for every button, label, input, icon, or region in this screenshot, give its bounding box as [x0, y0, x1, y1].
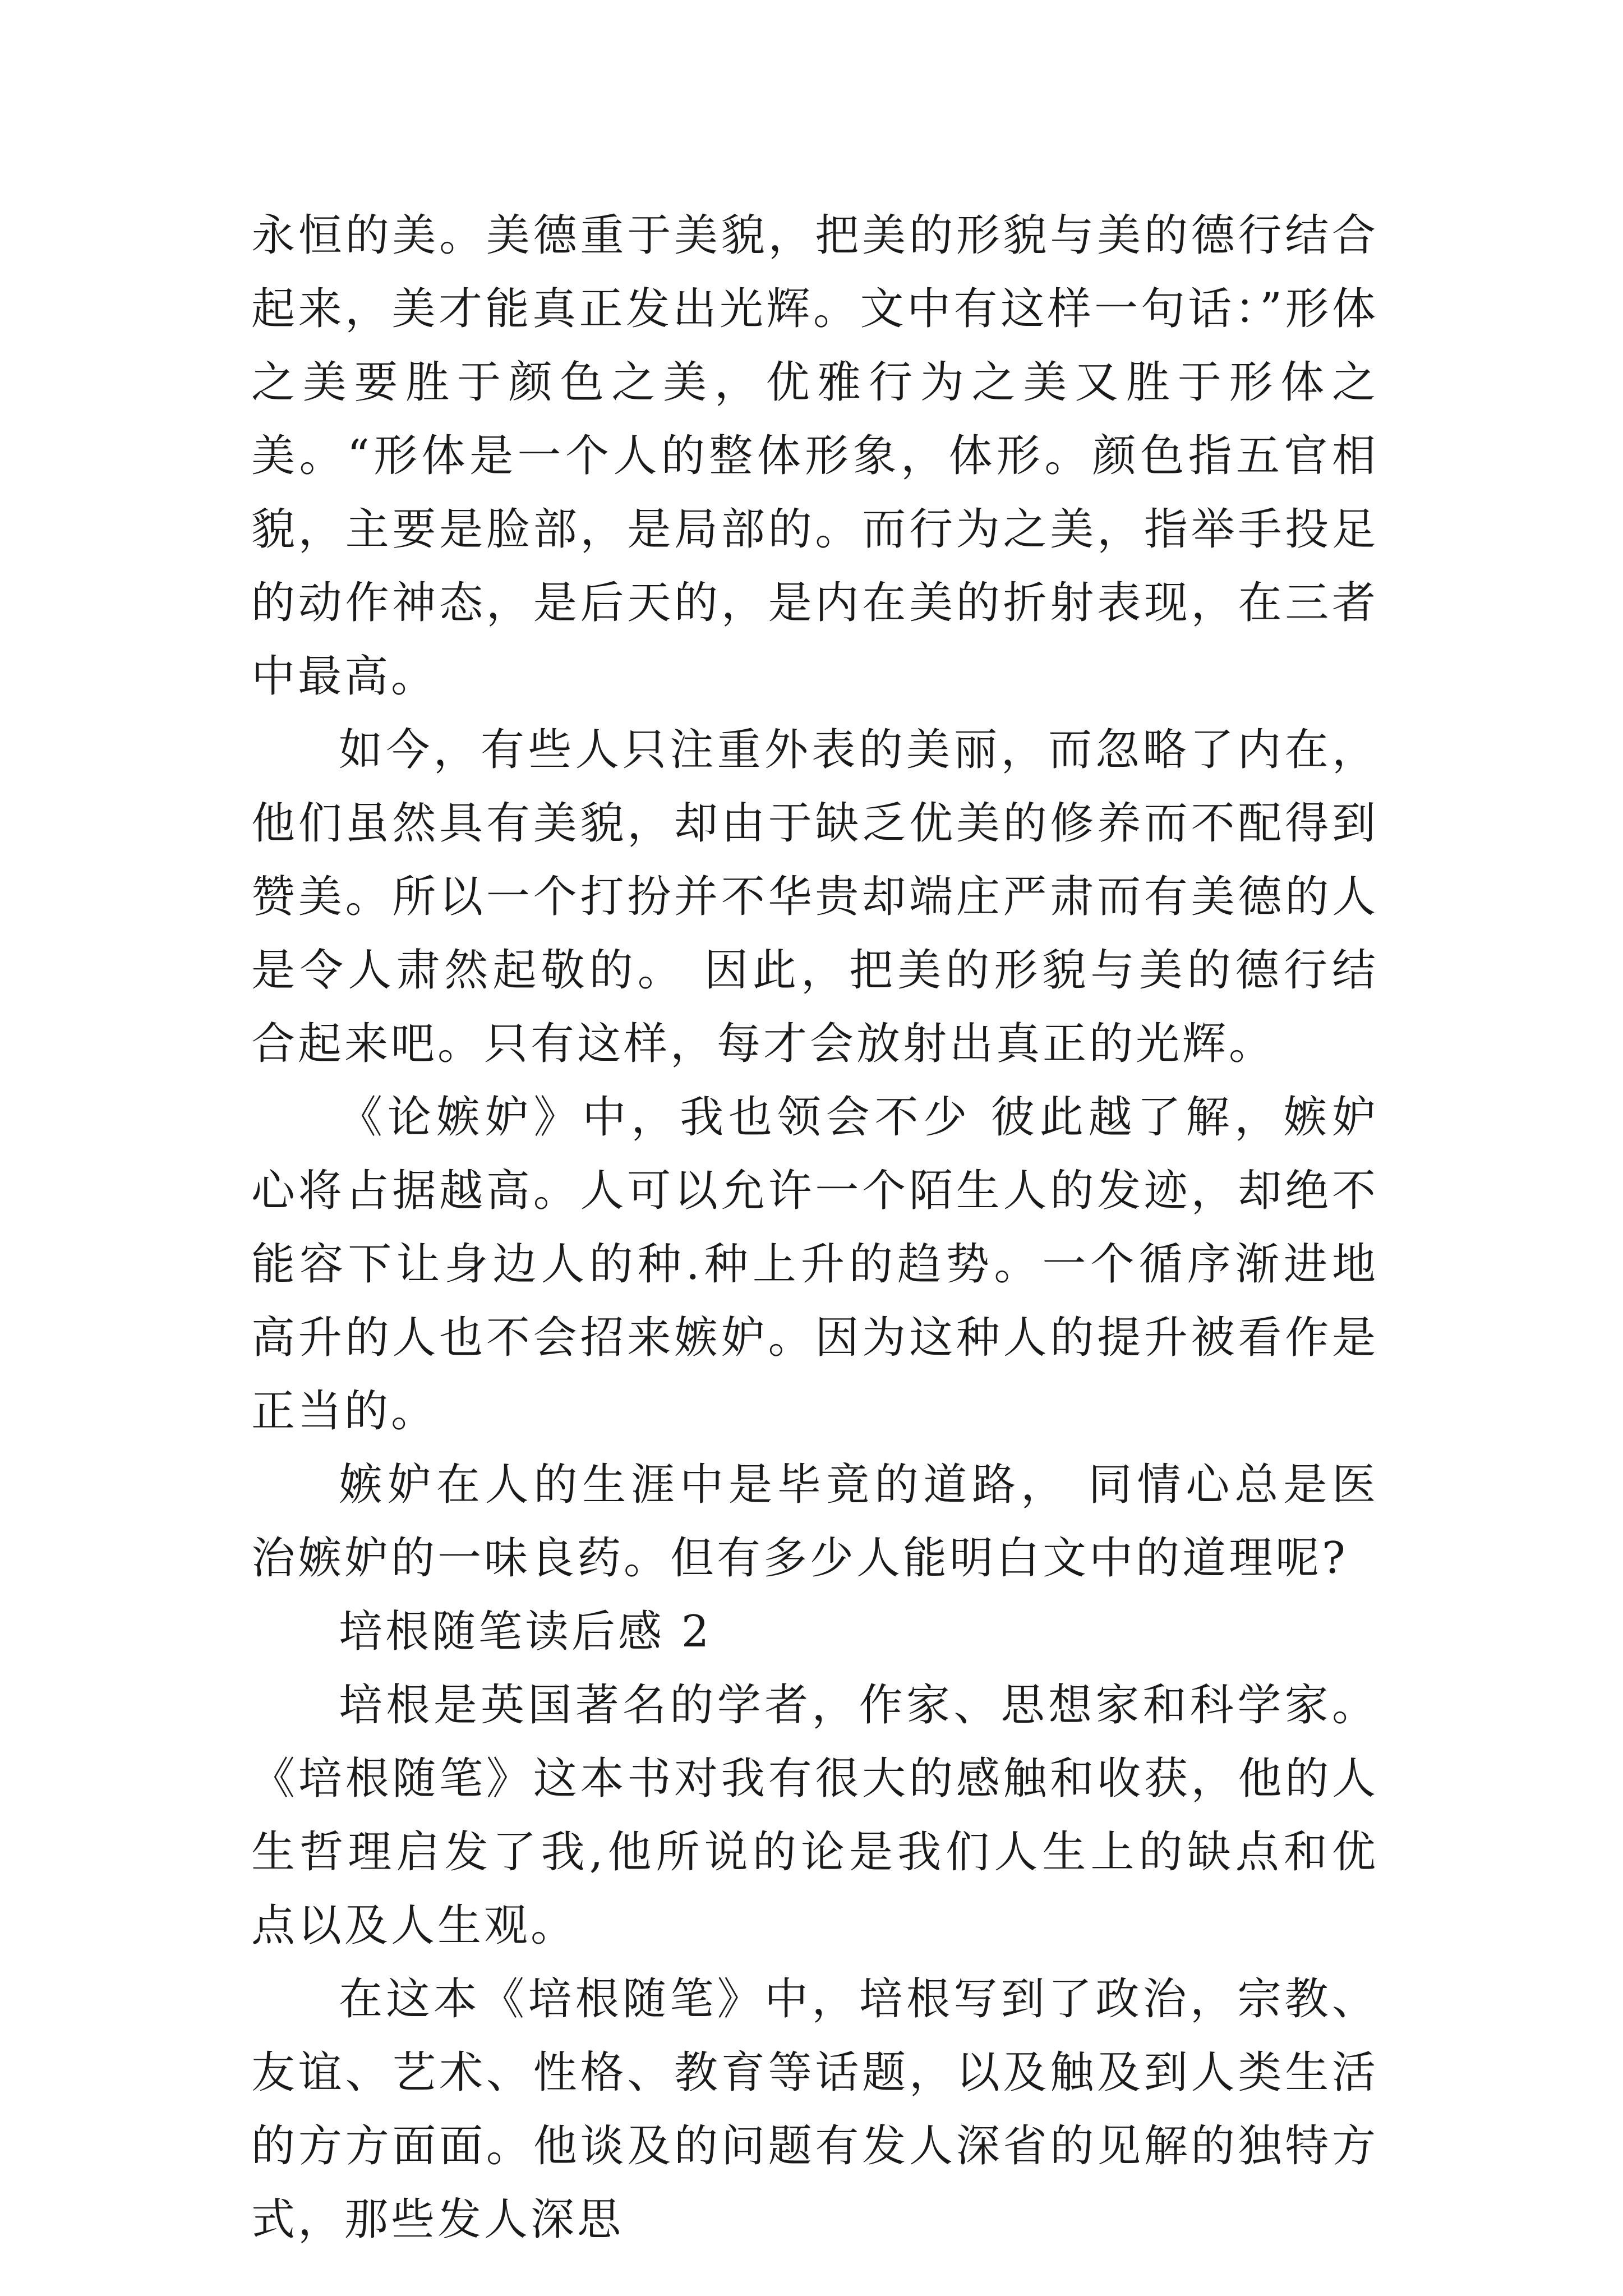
- section-heading: 培根随笔读后感 2: [339, 1607, 712, 1657]
- paragraph-bacon-intro: 培根是英国著名的学者，作家、思想家和科学家。《培根随笔》这本书对我有很大的感触和收获，他的人生哲理启发了我,他所说的论是我们人生上的缺点和优点以及人生观。: [251, 1680, 1378, 1951]
- paragraph-beauty-virtue: 永恒的美。美德重于美貌，把美的形貌与美的德行结合起来，美才能真正发出光辉。文中有这样一句话：”形体之美要胜于颜色之美，优雅行为之美又胜于形体之美。“形体是一个人的整体形象，体形。颜色指五官相貌，主要是脸部，是局部的。而行为之美，指举手投足的动作神态，是后天的，是内在美的折射表现，在三者中最高。: [251, 210, 1378, 702]
- paragraph-on-envy: 《论嫉妒》中，我也领会不少 彼此越了解，嫉妒心将占据越高。人可以允许一个陌生人的发迹，却绝不能容下让身边人的种.种上升的趋势。一个循序渐进地高升的人也不会招来嫉妒。因为这种人的提升被看作是正当的。: [251, 1092, 1378, 1437]
- paragraph-bacon-topics: 在这本《培根随笔》中，培根写到了政治，宗教、友谊、艺术、性格、教育等话题，以及触及到人类生活的方方面面。他谈及的问题有发人深省的见解的独特方式，那些发人深思: [251, 1974, 1378, 2245]
- paragraph-envy-remedy: 嫉妒在人的生涯中是毕竟的道路， 同情心总是医治嫉妒的一味良药。但有多少人能明白文中的道理呢?: [251, 1460, 1378, 1584]
- paragraph-inner-beauty: 如今，有些人只注重外表的美丽，而忽略了内在，他们虽然具有美貌，却由于缺乏优美的修养而不配得到赞美。所以一个打扮并不华贵却端庄严肃而有美德的人是令人肃然起敬的。 因此，把美的形貌与美的德行结合起来吧。只有这样，每才会放射出真正的光辉。: [251, 725, 1378, 1069]
- body-text: [251, 199, 1378, 2257]
